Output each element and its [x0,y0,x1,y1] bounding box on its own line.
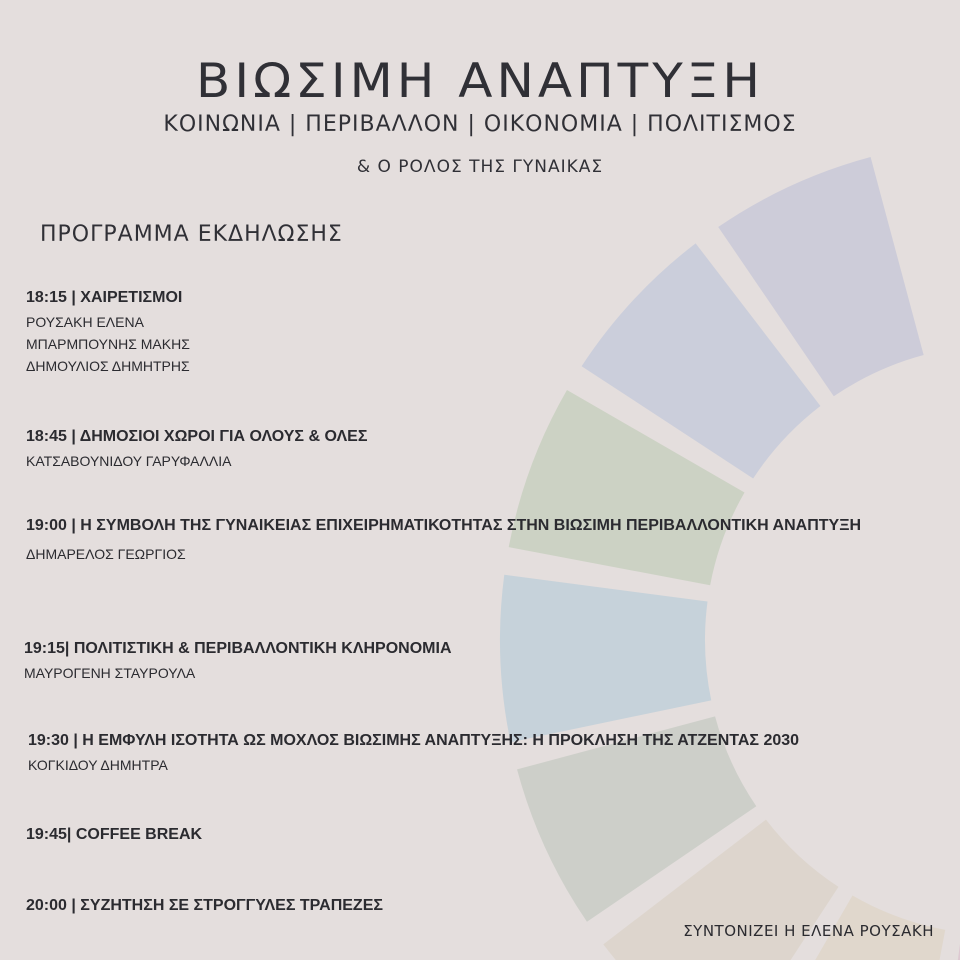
program-item-title: 19:45| COFFEE BREAK [26,826,203,843]
program-item [26,893,383,919]
page-subtitle: ΚΟΙΝΩΝΙΑ | ΠΕΡΙΒΑΛΛΟΝ | ΟΙΚΟΝΟΜΙΑ | ΠΟΛΙΤΙΣΜΟΣ [163,112,797,137]
program-item-speaker: ΜΠΑΡΜΠΟΥΝΗΣ ΜΑΚΗΣ [26,336,190,352]
page-tagline: & Ο ΡΟΛΟΣ ΤΗΣ ΓΥΝΑΙΚΑΣ [356,157,604,177]
program-item-title: 19:00 | Η ΣΥΜΒΟΛΗ ΤΗΣ ΓΥΝΑΙΚΕΙΑΣ ΕΠΙΧΕΙΡΗΜΑΤΙΚΟΤΗΤΑΣ ΣΤΗΝ ΒΙΩΣΙΜΗ ΠΕΡΙΒΑΛΛΟΝΤΙΚΗ ΑΝΑΠΤΥΞΗ [26,517,862,534]
page-title: ΒΙΩΣΙΜΗ ΑΝΑΠΤΥΞΗ [196,53,764,109]
program-item [26,822,202,848]
program-heading: ΠΡΟΓΡΑΜΜΑ ΕΚΔΗΛΩΣΗΣ [40,222,343,247]
program-item [28,728,799,776]
program-item-speaker: ΔΗΜΑΡΕΛΟΣ ΓΕΩΡΓΙΟΣ [26,546,186,562]
program-item-title: 19:30 | Η ΕΜΦΥΛΗ ΙΣΟΤΗΤΑ ΩΣ ΜΟΧΛΟΣ ΒΙΩΣΙΜΗΣ ΑΝΑΠΤΥΞΗΣ: Η ΠΡΟΚΛΗΣΗ ΤΗΣ ΑΤΖΕΝΤΑΣ 2030 [28,732,800,749]
program-item [26,513,906,565]
coordinator-note: ΣΥΝΤΟΝΙΖΕΙ Η ΕΛΕΝΑ ΡΟΥΣΑΚΗ [683,922,934,940]
program-item [24,636,452,684]
program-item-title: 18:15 | ΧΑΙΡΕΤΙΣΜΟΙ [26,289,183,306]
program-item [26,424,367,472]
program-item-speaker: ΔΗΜΟΥΛΙΟΣ ΔΗΜΗΤΡΗΣ [26,358,190,374]
program-item-title: 19:15| ΠΟΛΙΤΙΣΤΙΚΗ & ΠΕΡΙΒΑΛΛΟΝΤΙΚΗ ΚΛΗΡΟΝΟΜΙΑ [24,640,452,657]
program-item-title: 18:45 | ΔΗΜΟΣΙΟΙ ΧΩΡΟΙ ΓΙΑ ΟΛΟΥΣ & ΟΛΕΣ [26,428,368,445]
program-item-speaker: ΚΟΓΚΙΔΟΥ ΔΗΜΗΤΡΑ [28,757,168,773]
program-item-speaker: ΚΑΤΣΑΒΟΥΝΙΔΟΥ ΓΑΡΥΦΑΛΛΙΑ [26,453,232,469]
program-item-title: 20:00 | ΣΥΖΗΤΗΣΗ ΣΕ ΣΤΡΟΓΓΥΛΕΣ ΤΡΑΠΕΖΕΣ [26,897,383,914]
program-item-speaker: ΜΑΥΡΟΓΕΝΗ ΣΤΑΥΡΟΥΛΑ [24,665,196,681]
program-item [26,285,190,377]
program-item-speaker: ΡΟΥΣΑΚΗ ΕΛΕΝΑ [26,314,144,330]
